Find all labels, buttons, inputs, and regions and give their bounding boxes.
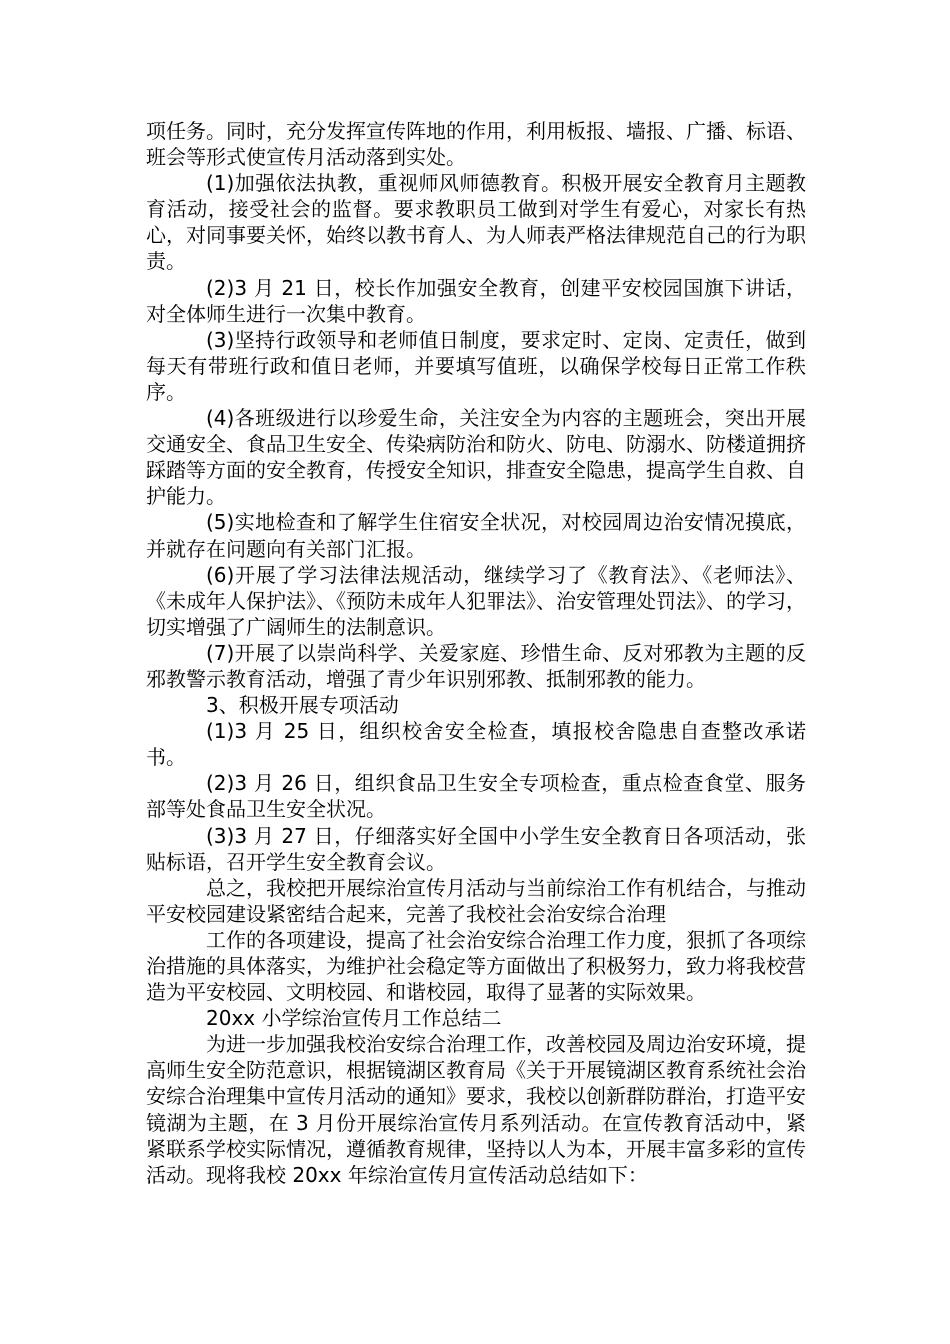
paragraph-summary: 总之，我校把开展综治宣传月活动与当前综治工作有机结合，与推动平安校园建设紧密结合起来，完善了我校社会治安综合治理 — [146, 875, 806, 926]
paragraph-item-7: (7)开展了以崇尚科学、关爱家庭、珍惜生命、反对邪教为主题的反邪教警示教育活动，增强了青少年识别邪教、抵制邪教的能力。 — [146, 640, 806, 691]
paragraph-item-5: (5)实地检查和了解学生住宿安全状况，对校园周边治安情况摸底，并就存在问题向有关部门汇报。 — [146, 510, 806, 561]
paragraph-special-1: (1)3 月 25 日，组织校舍安全检查，填报校舍隐患自查整改承诺书。 — [146, 719, 806, 770]
section-heading-3: 3、积极开展专项活动 — [206, 693, 399, 718]
paragraph-continuation: 项任务。同时，充分发挥宣传阵地的作用，利用板报、墙报、广播、标语、班会等形式使宣传月活动落到实处。 — [146, 119, 806, 170]
paragraph-intro: 为进一步加强我校治安综合治理工作，改善校园及周边治安环境，提高师生安全防范意识，根据镜湖区教育局《关于开展镜湖区教育系统社会治安综合治理集中宣传月活动的通知》要求，我校以创新群防群治，打造平安镜湖为主题，在 3 月份开展综治宣传月系列活动。在宣传教育活动中，紧紧联系学校实际情况，遵循教育规律，坚持以人为本，开展丰富多彩的宣传活动。现将我校 20xx 年综治宣传月宣传活动总结如下： — [146, 1032, 806, 1187]
document-body — [146, 118, 806, 1188]
paragraph-item-3: (3)坚持行政领导和老师值日制度，要求定时、定岗、定责任，做到每天有带班行政和值日老师，并要填写值班，以确保学校每日正常工作秩序。 — [146, 327, 806, 404]
paragraph-item-4: (4)各班级进行以珍爱生命，关注安全为内容的主题班会，突出开展交通安全、食品卫生安全、传染病防治和防火、防电、防溺水、防楼道拥挤踩踏等方面的安全教育，传授安全知识，排查安全隐患，提高学生自救、自护能力。 — [146, 406, 806, 509]
paragraph-summary-continued: 工作的各项建设，提高了社会治安综合治理工作力度，狠抓了各项综治措施的具体落实，为维护社会稳定等方面做出了积极努力，致力将我校营造为平安校园、文明校园、和谐校园，取得了显著的实际效果。 — [146, 927, 806, 1005]
paragraph-item-1: (1)加强依法执教，重视师风师德教育。积极开展安全教育月主题教育活动，接受社会的监督。要求教职员工做到对学生有爱心，对家长有热心，对同事要关怀，始终以教书育人、为人师表严格法律规范自己的行为职责。 — [146, 171, 806, 274]
paragraph-special-2: (2)3 月 26 日，组织食品卫生安全专项检查，重点检查食堂、服务部等处食品卫生安全状况。 — [146, 771, 806, 822]
paragraph-item-6: (6)开展了学习法律法规活动，继续学习了《教育法》、《老师法》、《未成年人保护法》、《预防未成年人犯罪法》、治安管理处罚法》、的学习，切实增强了广阔师生的法制意识。 — [146, 562, 806, 639]
section-title-summary-two: 20xx 小学综治宣传月工作总结二 — [206, 1006, 502, 1031]
paragraph-special-3: (3)3 月 27 日，仔细落实好全国中小学生安全教育日各项活动，张贴标语，召开学生安全教育会议。 — [146, 823, 806, 874]
paragraph-item-2: (2)3 月 21 日，校长作加强安全教育，创建平安校园国旗下讲话，对全体师生进行一次集中教育。 — [146, 275, 806, 326]
